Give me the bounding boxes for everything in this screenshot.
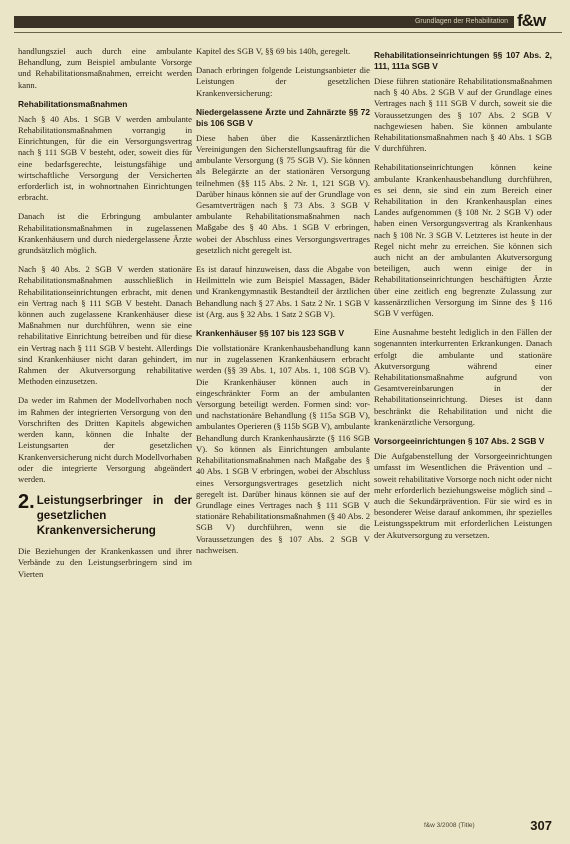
text-column-1 — [18, 46, 192, 816]
footer-source: f&w 3/2008 (Title) — [424, 822, 475, 829]
text-column-2 — [196, 46, 370, 816]
page-footer — [374, 818, 552, 834]
chapter-heading — [18, 493, 192, 538]
paragraph: Diese führen stationäre Rehabilitationsmaßnahmen nach § 40 Abs. 2 SGB V auf der Grundlage eines Vertrages nach § 111 SGB V durch, soweit sie die Voraussetzungen des § 107 Abs. 2 SGB V nachgewiesen haben. Sie können ambulante Rehabilitationsmaßnahmen nach § 40 Abs. 1 SGB V durchführen. — [374, 76, 552, 154]
section-heading: Rehabilitationsmaßnahmen — [18, 98, 128, 109]
paragraph: Nach § 40 Abs. 2 SGB V werden stationäre Rehabilitationsmaßnahmen ausschließlich in Rehabilitationseinrichtungen erbracht, mit denen ein Vertrag nach § 111 SGB V besteht. Danach können auch zugelassene Krankenhäuser diese Maßnahmen nur durchführen, wenn sie eine rehabilitative Einrichtung betreiben und für diese ein Vertrag nach § 111 SGB V besteht. Allerdings sind Krankenhäuser nicht daran gehindert, im Rahmen der Akutversorgung rehabilitative Methoden einzusetzen. — [18, 264, 192, 387]
page-header — [14, 8, 562, 34]
section-heading: Krankenhäuser §§ 107 bis 123 SGB V — [196, 328, 345, 339]
paragraph: Danach erbringen folgende Leistungsanbieter die Leistungen der gesetzlichen Krankenversicherung: — [196, 65, 370, 98]
section-heading: Vorsorgeeinrichtungen § 107 Abs. 2 SGB V — [374, 436, 545, 447]
paragraph: Diese haben über die Kassenärztlichen Vereinigungen den Sicherstellungsauftrag für die ambulante Versorgung (§ 75 SGB V). Sie können als Belegärzte an der stationären Versorgung teilnehmen (§§ 115 Abs. 2 Nr. 1, 121 SGB V). Darüber hinaus können sie auf der Grundlage von Gesamtverträgen nach § 73 Abs. 3 SGB V ambulante Rehabilitationsmaßnahmen nach Maßgabe des § 40 Abs. 1 SGB V erbringen, wobei der Abschluss eines Versorgungsvertrages gesetzlich nicht geregelt ist. — [196, 132, 370, 255]
section-heading: Niedergelassene Ärzte und Zahnärzte §§ 72 bis 106 SGB V — [196, 106, 370, 128]
chapter-title: Leistungserbringer in der gesetzlichen Krankenversicherung — [36, 494, 192, 538]
paragraph: Die vollstationäre Krankenhausbehandlung kann nur in zugelassenen Krankenhäusern erbracht werden (§§ 39 Abs. 1, 107 Abs. 1, 108 SGB V). Die Krankenhäuser können auch in eingeschränkter Form an der ambulanten Versorgung beteiligt werden. Formen sind: vor- und nachstationäre Behandlung (§ 115a SGB V), ambulantes Operieren (§ 115b SGB V), ambulante Behandlung durch Krankenhausärzte (§ 116 SGB V). So können als Einrichtungen ambulante Rehabilitationsmaßnahmen nach Maßgabe des § 40 Abs. 1 SGB V erbringen, wobei der Abschluss eines Versorgungsvertrages gesetzlich nicht geregelt ist. Darüber hinaus können sie auf der Grundlage eines Vertrages nach § 111 SGB V stationäre Rehabilitationsmaßnahmen (§ 40 Abs. 2 SGB V) durchführen, wenn sie die Voraussetzungen des § 107 Abs. 2 SGB V nachweisen. — [196, 343, 370, 555]
header-divider — [14, 32, 562, 33]
journal-logo: f&w — [517, 11, 546, 30]
text-column-3 — [374, 46, 552, 816]
chapter-number: 2. — [18, 491, 35, 514]
running-title: Grundlagen der Rehabilitation — [414, 18, 508, 25]
paragraph: Es ist darauf hinzuweisen, dass die Abgabe von Heilmitteln wie zum Beispiel Massagen, Bäder und Krankengymnastik Bestandteil der ärztlichen Behandlung nach § 27 Abs. 1 Satz 2 Nr. 1 SGB V ist (Arg. aus § 32 Abs. 1 Satz 2 SGB V). — [196, 264, 370, 319]
paragraph: Da weder im Rahmen der Modellvorhaben noch im Rahmen der integrierten Versorgung von den Vorschriften des Dritten Kapitels abgewichen werden kann, können die Inhalte der Leistungsarten der gesetzlichen Krankenversicherung nicht durch Modellvorhaben oder die integrierte Versorgung abgeändert werden. — [18, 395, 192, 484]
paragraph: Die Aufgabenstellung der Vorsorgeeinrichtungen umfasst im Wesentlichen die Prävention und – soweit rehabilitative Vorsorge noch nicht oder nicht mehr erforderlich beziehungsweise möglich sind – auch die Sekundärprävention. Für sie wird es in besonderer Weise darauf ankommen, ihr spezielles Leistungsspektrum mit erforderlichen Leistungen der Akutversorgung zu versetzen. — [374, 451, 552, 540]
paragraph: Die Beziehungen der Krankenkassen und ihrer Verbände zu den Leistungserbringern sind im Vierten — [18, 546, 192, 579]
paragraph: Rehabilitationseinrichtungen können keine ambulante Krankenhausbehandlung durchführen, es sei denn, sie sind ein zum Bereich einer Rehabilitation in den Krankenhausplan eines Landes aufgenommen (§ 108 Nr. 2 SGB V) oder haben einen Versorgungsvertrag als Krankenhaus nach § 108 Nr. 3 SGB V. Letzteres ist heute in der Regel nicht mehr zu erreichen. Sie können sich auch nicht an der ambulanten Akutversorgung beteiligen, auch wenn einige der in Rehabilitationseinrichtungen beschäftigten Ärzte über eine zeitlich eng begrenzte Zulassung zur kassenärztlichen Versorgung im Sinne des § 116 SGB V verfügen. — [374, 162, 552, 319]
paragraph: Eine Ausnahme besteht lediglich in den Fällen der sogenannten interkurrenten Erkrankungen. Danach erfolgt die ambulante und stationäre Akutversorgung während einer Rehabilitationsmaßnahme aufgrund von Gesamtvereinbarungen in der Rehabilitationseinrichtung. Dieses ist dann beschränkt die Rehabilitation und nicht die krankenärztliche Versorgung. — [374, 327, 552, 427]
section-heading: Rehabilitationseinrichtungen §§ 107 Abs. 2, 111, 111a SGB V — [374, 50, 552, 71]
paragraph: Nach § 40 Abs. 1 SGB V werden ambulante Rehabilitationsmaßnahmen vorrangig in Einrichtungen, für die ein Versorgungsvertrag nach § 111 SGB V besteht, oder, soweit dies für eine bedarfsgerechte, leistungsfähige und wirtschaftliche Versorgung der Versicherten erforderlich ist, in wohnortnahen Einrichtungen erbracht. — [18, 113, 192, 203]
paragraph: handlungsziel auch durch eine ambulante Behandlung, zum Beispiel ambulante Vorsorge und Rehabilitationsmaßnahmen, erreicht werden kann. — [18, 46, 192, 90]
paragraph: Kapitel des SGB V, §§ 69 bis 140h, geregelt. — [196, 46, 351, 56]
paragraph: Danach ist die Erbringung ambulanter Rehabilitationsmaßnahmen in zugelassenen Krankenhäusern und durch niedergelassene Ärzte grundsätzlich möglich. — [18, 211, 192, 256]
page-number: 307 — [530, 818, 552, 833]
